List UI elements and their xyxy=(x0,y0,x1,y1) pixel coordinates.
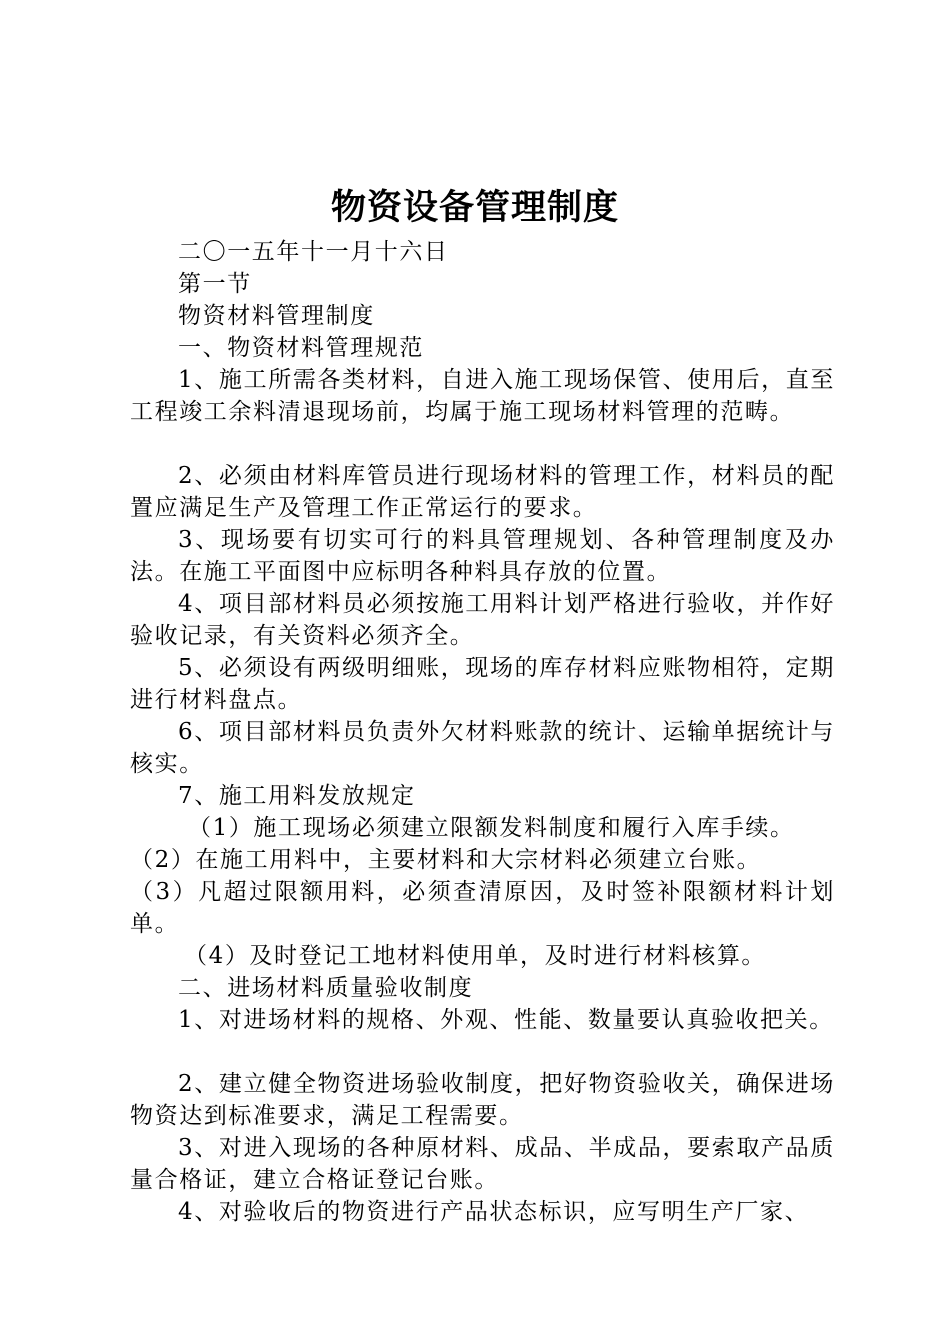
paragraph: 1、对进场材料的规格、外观、性能、数量要认真验收把关。 xyxy=(178,1007,834,1033)
rule-item: （2）在施工用料中，主要材料和大宗材料必须建立台账。 xyxy=(130,847,762,873)
paragraph: 1、施工所需各类材料，自进入施工现场保管、使用后，直至工程竣工余料清退现场前，均属于施工现场材料管理的范畴。 xyxy=(130,367,835,425)
document-date: 二〇一五年十一月十六日 xyxy=(178,239,449,265)
rule-item: （1）施工现场必须建立限额发料制度和履行入库手续。 xyxy=(188,815,795,841)
paragraph: 3、现场要有切实可行的料具管理规划、各种管理制度及办法。在施工平面图中应标明各种料具存放的位置。 xyxy=(130,527,835,585)
section-title: 物资材料管理制度 xyxy=(178,303,375,329)
paragraph: 7、施工用料发放规定 xyxy=(178,783,416,809)
paragraph: 3、对进入现场的各种原材料、成品、半成品，要索取产品质量合格证，建立合格证登记台账。 xyxy=(130,1135,835,1193)
paragraph: 2、建立健全物资进场验收制度，把好物资验收关，确保进场物资达到标准要求，满足工程需要。 xyxy=(130,1071,835,1129)
paragraph: 5、必须设有两级明细账，现场的库存材料应账物相符，定期进行材料盘点。 xyxy=(130,655,835,713)
paragraph: 4、对验收后的物资进行产品状态标识，应写明生产厂家、 xyxy=(178,1199,810,1225)
rule-item: （3）凡超过限额用料，必须查清原因，及时签补限额材料计划单。 xyxy=(130,879,835,937)
section-label: 第一节 xyxy=(178,271,252,297)
paragraph: 6、项目部材料员负责外欠材料账款的统计、运输单据统计与核实。 xyxy=(130,719,835,777)
part1-heading: 一、物资材料管理规范 xyxy=(178,335,424,361)
paragraph: 4、项目部材料员必须按施工用料计划严格进行验收，并作好验收记录，有关资料必须齐全。 xyxy=(130,591,835,649)
document-body xyxy=(130,236,835,1228)
document-title: 物资设备管理制度 xyxy=(330,188,619,228)
rule-item: （4）及时登记工地材料使用单，及时进行材料核算。 xyxy=(184,943,767,969)
part2-heading: 二、进场材料质量验收制度 xyxy=(178,975,474,1001)
paragraph: 2、必须由材料库管员进行现场材料的管理工作，材料员的配置应满足生产及管理工作正常运行的要求。 xyxy=(130,463,835,521)
